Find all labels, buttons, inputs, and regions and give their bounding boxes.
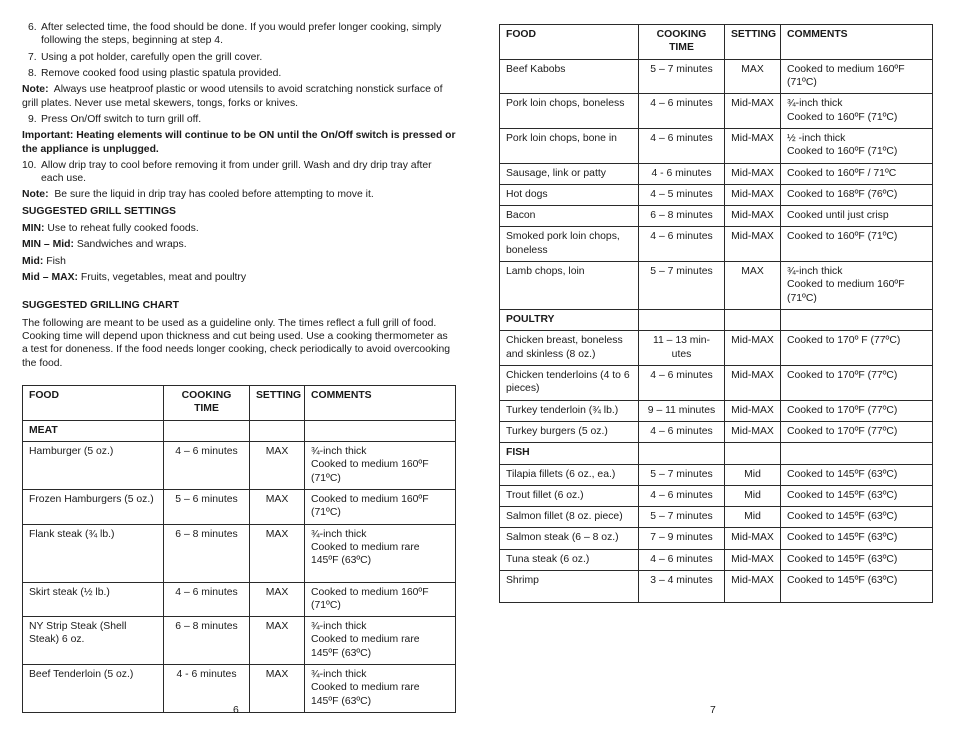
table-row: [500, 59, 933, 94]
setting-cell: Mid-MAX: [725, 94, 781, 129]
grilling-chart-right: [499, 24, 933, 603]
empty-cell: [725, 443, 781, 464]
header-food: FOOD: [23, 386, 164, 421]
comments-cell: [305, 441, 456, 489]
food-cell: Salmon fillet (8 oz. piece): [500, 507, 639, 528]
setting-cell: MAX: [250, 617, 305, 665]
table-row: [500, 94, 933, 129]
comment-line: Cooked to 170ºF (77ºC): [787, 369, 898, 381]
comments-cell: [781, 421, 933, 442]
instructions-block: [22, 21, 456, 373]
comments-cell: [781, 184, 933, 205]
setting-cell: MAX: [250, 441, 305, 489]
comment-line: Cooked to medium 160ºF (71ºC): [311, 586, 429, 611]
comment-line: Cooked to medium 160ºF (71ºC): [311, 493, 429, 519]
cooking-time-cell: 3 – 4 minutes: [639, 571, 725, 603]
food-cell: Turkey burgers (5 oz.): [500, 421, 639, 442]
food-cell: Tilapia fillets (6 oz., ea.): [500, 464, 639, 485]
table-row: [500, 331, 933, 366]
cooking-time-cell: 9 – 11 minutes: [639, 400, 725, 421]
comment-line: Cooked to medium 160ºF (71ºC): [311, 459, 429, 484]
setting-min-mid: MIN – Mid: Sandwiches and wraps.: [22, 239, 187, 251]
setting-cell: Mid-MAX: [725, 365, 781, 400]
settings-title: SUGGESTED GRILL SETTINGS: [22, 205, 176, 217]
header-setting: SETTING: [250, 386, 305, 421]
step-10: 10. Allow drip tray to cool before removing it from under grill. Wash and dry drip tray after each use.: [22, 159, 432, 185]
empty-cell: [725, 310, 781, 331]
cooking-time-cell: 4 – 6 minutes: [639, 549, 725, 570]
page-number: 6: [233, 705, 239, 716]
setting-cell: Mid-MAX: [725, 227, 781, 262]
setting-cell: MAX: [250, 582, 305, 617]
comment-line: Cooked to 170ºF (77ºC): [787, 425, 898, 437]
cooking-time-cell: 5 – 7 minutes: [639, 464, 725, 485]
table-row: [500, 485, 933, 506]
setting-cell: Mid-MAX: [725, 206, 781, 227]
setting-cell: MAX: [250, 489, 305, 524]
setting-cell: MAX: [250, 524, 305, 582]
comment-line: ½ -inch thick: [787, 132, 846, 144]
comments-cell: [305, 665, 456, 713]
table-row: [500, 365, 933, 400]
comments-cell: [305, 489, 456, 524]
right-page: [499, 0, 933, 738]
table-row: [500, 507, 933, 528]
food-cell: Pork loin chops, boneless: [500, 94, 639, 129]
comments-cell: [781, 331, 933, 366]
comment-line: Cooked to 145ºF (63ºC): [787, 553, 898, 565]
chart-intro: The following are meant to be used as a guideline only. The times reflect a full grill of food. Cooking time will depend upon thickness and cut being used. Use a cooking thermometer as a test for doneness. If the food needs longer cooking, check periodically to avoid overcooking the food.: [22, 317, 451, 369]
step-9: 9. Press On/Off switch to turn grill off.: [28, 113, 202, 125]
header-comments: COMMENTS: [781, 25, 933, 60]
table-row: [500, 128, 933, 163]
table-row: [23, 617, 456, 665]
food-cell: Frozen Hamburgers (5 oz.): [23, 489, 164, 524]
comment-line: ¾-inch thick: [787, 266, 843, 278]
food-cell: NY Strip Steak (Shell Steak) 6 oz.: [23, 617, 164, 665]
comments-cell: [781, 262, 933, 310]
setting-min: MIN: Use to reheat fully cooked foods.: [22, 223, 199, 235]
cooking-time-cell: 6 – 8 minutes: [639, 206, 725, 227]
food-cell: Flank steak (¾ lb.): [23, 524, 164, 582]
category-label: MEAT: [23, 420, 164, 441]
step-7: 7. Using a pot holder, carefully open the grill cover.: [28, 51, 263, 63]
cooking-time-cell: 4 – 6 minutes: [639, 485, 725, 506]
cooking-time-cell: 4 – 6 minutes: [639, 365, 725, 400]
setting-cell: Mid-MAX: [725, 571, 781, 603]
comment-line: ¾-inch thick: [311, 669, 367, 681]
comment-line: ¾-inch thick: [311, 621, 367, 633]
comments-cell: [781, 485, 933, 506]
comments-cell: [781, 528, 933, 549]
cooking-time-cell: 4 – 6 minutes: [164, 441, 250, 489]
table-row: [500, 163, 933, 184]
cooking-time-cell: 4 – 6 minutes: [639, 421, 725, 442]
comment-line: Cooked to 145ºF (63ºC): [787, 532, 898, 544]
page-number: 7: [710, 705, 716, 716]
chart-title: SUGGESTED GRILLING CHART: [22, 300, 180, 312]
food-cell: Hamburger (5 oz.): [23, 441, 164, 489]
cooking-time-cell: 4 - 6 minutes: [639, 163, 725, 184]
table-row: [500, 571, 933, 603]
setting-cell: Mid-MAX: [725, 549, 781, 570]
category-row: [500, 310, 933, 331]
header-cooking-time: COOKING TIME: [639, 25, 725, 60]
table-row: [23, 665, 456, 713]
category-row: [23, 420, 456, 441]
food-cell: Hot dogs: [500, 184, 639, 205]
table-row: [500, 421, 933, 442]
note-drip-tray: Note: Be sure the liquid in drip tray has cooled before attempting to move it.: [22, 189, 374, 201]
comments-cell: [781, 128, 933, 163]
food-cell: Chicken tenderloins (4 to 6 pieces): [500, 365, 639, 400]
food-cell: Trout fillet (6 oz.): [500, 485, 639, 506]
setting-cell: MAX: [725, 262, 781, 310]
empty-cell: [781, 443, 933, 464]
food-cell: Sausage, link or patty: [500, 163, 639, 184]
comments-cell: [305, 582, 456, 617]
empty-cell: [639, 443, 725, 464]
left-page: [22, 0, 456, 738]
comment-line: Cooked to medium rare 145ºF (63ºC): [311, 541, 420, 567]
cooking-time-cell: 6 – 8 minutes: [164, 617, 250, 665]
comment-line: Cooked to 170ºF (77ºC): [787, 404, 898, 416]
cooking-time-cell: 5 – 7 minutes: [639, 507, 725, 528]
comment-line: Cooked to medium rare 145ºF (63ºC): [311, 682, 420, 707]
comment-line: Cooked to 160ºF (71ºC): [787, 146, 898, 158]
table-row: [23, 441, 456, 489]
table-header-row: [23, 386, 456, 421]
header-setting: SETTING: [725, 25, 781, 60]
table-row: [500, 464, 933, 485]
comments-cell: [781, 59, 933, 94]
comment-line: Cooked to 145ºF (63ºC): [787, 575, 898, 587]
header-comments: COMMENTS: [305, 386, 456, 421]
food-cell: Turkey tenderloin (¾ lb.): [500, 400, 639, 421]
step-6: 6. After selected time, the food should be done. If you would prefer longer cooking, simply following the steps, beginning at step 4.: [28, 22, 442, 47]
table-row: [500, 400, 933, 421]
food-cell: Bacon: [500, 206, 639, 227]
setting-cell: Mid: [725, 485, 781, 506]
comments-cell: [781, 571, 933, 603]
table-row: [500, 262, 933, 310]
comment-line: Cooked to 145ºF (63ºC): [787, 511, 898, 523]
comments-cell: [781, 227, 933, 262]
comment-line: ¾-inch thick: [787, 98, 843, 110]
category-row: [500, 443, 933, 464]
comment-line: Cooked to 160ºF (71ºC): [787, 231, 898, 243]
comment-line: Cooked to 168ºF (76ºC): [787, 188, 898, 200]
cooking-time-cell: 4 – 6 minutes: [639, 128, 725, 163]
setting-cell: Mid-MAX: [725, 163, 781, 184]
cooking-time-cell: 4 – 5 minutes: [639, 184, 725, 205]
comments-cell: [781, 206, 933, 227]
table-row: [500, 549, 933, 570]
note-utensils: Note: Always use heatproof plastic or wood utensils to avoid scratching nonstick surface of grill plates. Never use metal skewers, tongs, forks or knives.: [22, 84, 443, 109]
comments-cell: [781, 365, 933, 400]
category-label: POULTRY: [500, 310, 639, 331]
setting-cell: MAX: [725, 59, 781, 94]
comment-line: Cooked to 145ºF (63ºC): [787, 468, 898, 480]
comments-cell: [781, 94, 933, 129]
comment-line: ¾-inch thick: [311, 528, 367, 540]
comments-cell: [781, 549, 933, 570]
empty-cell: [639, 310, 725, 331]
header-cooking-time: COOKING TIME: [164, 386, 250, 421]
cooking-time-cell: 4 – 6 minutes: [164, 582, 250, 617]
comments-cell: [305, 617, 456, 665]
empty-cell: [781, 310, 933, 331]
cooking-time-cell: 4 – 6 minutes: [639, 94, 725, 129]
cooking-time-cell: 5 – 7 minutes: [639, 59, 725, 94]
comment-line: Cooked to 160ºF / 71ºC: [787, 167, 897, 179]
setting-cell: Mid-MAX: [725, 128, 781, 163]
comment-line: Cooked to 145ºF (63ºC): [787, 489, 898, 501]
header-food: FOOD: [500, 25, 639, 60]
food-cell: Beef Tenderloin (5 oz.): [23, 665, 164, 713]
cooking-time-cell: 5 – 6 minutes: [164, 489, 250, 524]
comments-cell: [781, 400, 933, 421]
table-row: [500, 227, 933, 262]
setting-cell: Mid: [725, 464, 781, 485]
food-cell: Shrimp: [500, 571, 639, 603]
table-row: [23, 489, 456, 524]
grilling-chart-left: [22, 385, 456, 713]
food-cell: Chicken breast, boneless and skinless (8 oz.): [500, 331, 639, 366]
cooking-time-cell: 6 – 8 minutes: [164, 524, 250, 582]
setting-cell: Mid-MAX: [725, 421, 781, 442]
cooking-time-cell: 7 – 9 minutes: [639, 528, 725, 549]
setting-mid-max: Mid – MAX: Fruits, vegetables, meat and poultry: [22, 272, 247, 283]
table-row: [500, 206, 933, 227]
comment-line: Cooked to medium 160ºF (71ºC): [787, 279, 905, 304]
setting-cell: MAX: [250, 665, 305, 713]
setting-cell: Mid-MAX: [725, 528, 781, 549]
cooking-time-cell: 5 – 7 minutes: [639, 262, 725, 310]
table-row: [23, 582, 456, 617]
step-8: 8. Remove cooked food using plastic spatula provided.: [28, 67, 282, 79]
comment-line: Cooked to 160ºF (71ºC): [787, 111, 898, 123]
empty-cell: [250, 420, 305, 441]
food-cell: Smoked pork loin chops, boneless: [500, 227, 639, 262]
comments-cell: [305, 524, 456, 582]
empty-cell: [164, 420, 250, 441]
empty-cell: [305, 420, 456, 441]
table-header-row: [500, 25, 933, 60]
food-cell: Salmon steak (6 – 8 oz.): [500, 528, 639, 549]
comment-line: Cooked to 170º F (77ºC): [787, 335, 901, 347]
table-row: [500, 184, 933, 205]
setting-cell: Mid: [725, 507, 781, 528]
important-warning: Important: Heating elements will continue to be ON until the On/Off switch is pressed or the appliance is unplugged.: [22, 130, 456, 155]
comments-cell: [781, 464, 933, 485]
food-cell: Skirt steak (½ lb.): [23, 582, 164, 617]
food-cell: Beef Kabobs: [500, 59, 639, 94]
food-cell: Lamb chops, loin: [500, 262, 639, 310]
cooking-time-cell: 11 – 13 min-utes: [639, 331, 725, 366]
table-row: [23, 524, 456, 582]
food-cell: Pork loin chops, bone in: [500, 128, 639, 163]
comment-line: ¾-inch thick: [311, 445, 367, 457]
comments-cell: [781, 163, 933, 184]
comment-line: Cooked to medium 160ºF (71ºC): [787, 63, 905, 88]
comment-line: Cooked until just crisp: [787, 210, 889, 222]
table-row: [500, 528, 933, 549]
setting-cell: Mid-MAX: [725, 400, 781, 421]
setting-cell: Mid-MAX: [725, 184, 781, 205]
setting-mid: Mid: Fish: [22, 255, 66, 267]
cooking-time-cell: 4 – 6 minutes: [639, 227, 725, 262]
comments-cell: [781, 507, 933, 528]
comment-line: Cooked to medium rare 145ºF (63ºC): [311, 634, 420, 659]
setting-cell: Mid-MAX: [725, 331, 781, 366]
food-cell: Tuna steak (6 oz.): [500, 549, 639, 570]
category-label: FISH: [500, 443, 639, 464]
cooking-time-cell: 4 - 6 minutes: [164, 665, 250, 713]
